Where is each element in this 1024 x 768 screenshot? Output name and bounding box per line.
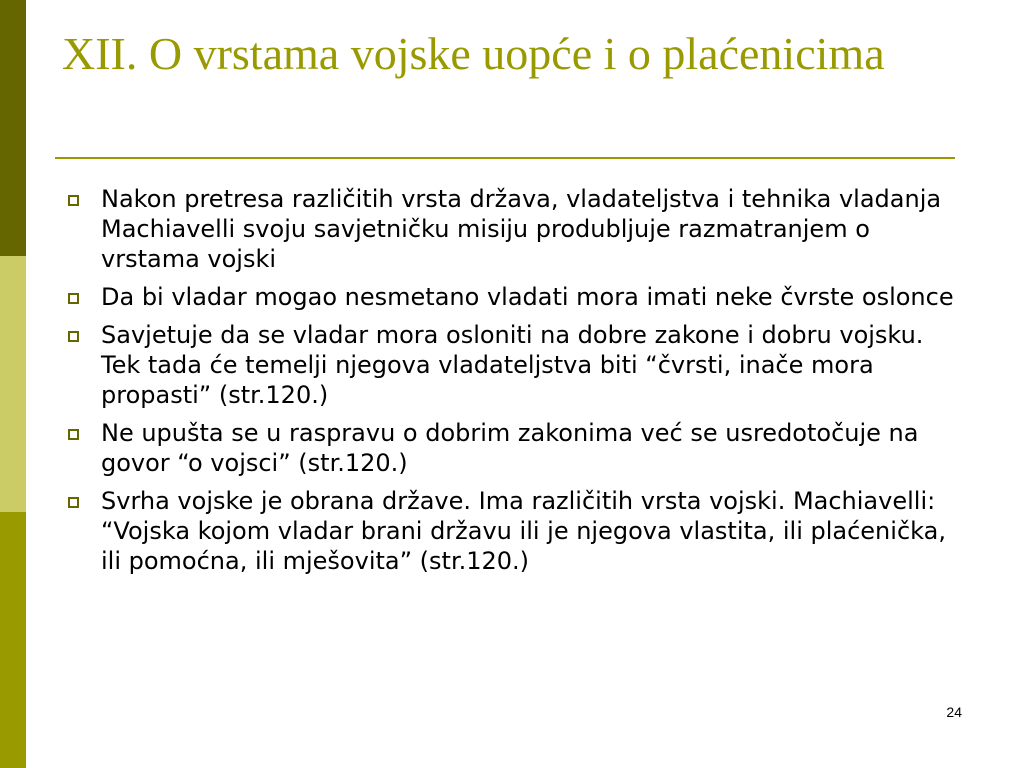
bullet-text: Nakon pretresa različitih vrsta država, vladateljstva i tehnika vladanja Machiavelli svoju savjetničku misiju produbljuje razmatranjem o vrstama vojski <box>101 185 942 273</box>
bullet-item <box>62 184 962 274</box>
bullet-item <box>62 418 962 478</box>
accent-bar-top <box>0 0 26 256</box>
bullet-text: Ne upušta se u raspravu o dobrim zakonima već se usredotočuje na govor “o vojsci” (str.120.) <box>101 419 919 477</box>
bullet-text: Da bi vladar mogao nesmetano vladati mora imati neke čvrste oslonce <box>101 283 954 311</box>
title-underline <box>55 157 955 159</box>
hollow-square-bullet-icon <box>68 293 79 304</box>
bullet-list <box>62 184 962 584</box>
left-accent-bar <box>0 0 26 768</box>
hollow-square-bullet-icon <box>68 331 79 342</box>
page-number: 24 <box>946 704 962 720</box>
bullet-item <box>62 486 962 576</box>
bullet-item <box>62 282 962 312</box>
accent-bar-bottom <box>0 512 26 768</box>
bullet-text: Svrha vojske je obrana države. Ima različitih vrsta vojski. Machiavelli: “Vojska kojom vladar brani državu ili je njegova vlastita, ili plaćenička, ili pomoćna, ili mješovita” (str.120.) <box>101 487 946 575</box>
hollow-square-bullet-icon <box>68 429 79 440</box>
bullet-text: Savjetuje da se vladar mora osloniti na dobre zakone i dobru vojsku. Tek tada će temelji njegova vladateljstva biti “čvrsti, inače mora propasti” (str.120.) <box>101 321 924 409</box>
slide-title: XII. O vrstama vojske uopće i o plaćenicima <box>62 28 885 79</box>
bullet-item <box>62 320 962 410</box>
accent-bar-middle <box>0 256 26 512</box>
hollow-square-bullet-icon <box>68 195 79 206</box>
hollow-square-bullet-icon <box>68 497 79 508</box>
